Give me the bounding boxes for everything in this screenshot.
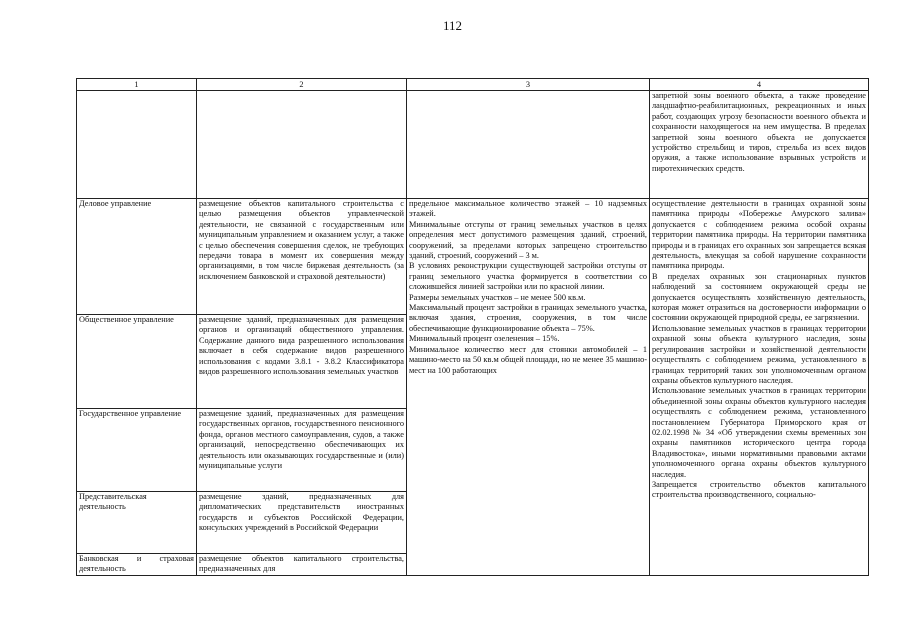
use-description-cell: размещение зданий, предназначенных для размещения государственных органов, государственного пенсионного фонда, органов местного самоуправления, судов, а также организаций, непосредственно обеспечивающих их деятельность или оказывающих государственные и (или) муниципальные услуги [197,409,407,492]
restrictions-cell: осуществление деятельности в границах охранной зоны памятника природы «Побережье Амурского залива» допускается с соблюдением режима особой охраны территории памятника природы. На территории памятника природы и в границах его охранных зон запрещается всякая деятельность, влекущая за собой нарушение сохранности памятника природы. В пределах охранных зон стационарных пунктов наблюдений за состоянием окружающей среды не допускается осуществлять хозяйственную деятельность, которая может отразиться на достоверности информации о состоянии окружающей природной среды, ее загрязнении. Использование земельных участков в границах территории охранной зоны объекта культурного наследия, зоны регулирования застройки и хозяйственной деятельности осуществлять с соблюдением режима, установленного в границах территорий таких зон уполномоченным органом охраны объектов культурного наследия. Использование земельных участков в границах территории объединенной зоны охраны объектов культурного наследия осуществлять с соблюдением режима, установленного постановлением Губернатора Приморского края от 02.02.1998 № 34 «Об утверждении схемы временных зон охраны памятников исторического центра города Владивостока», иными нормативными правовыми актами уполномоченного органа охраны объектов культурного наследия. Запрещается строительство объектов капитального строительства производственного, социально- [650,199,869,576]
zoning-table [76,78,869,576]
column-header: 4 [650,79,869,91]
table-row [77,91,869,199]
use-description-cell: размещение объектов капитального строительства с целью размещения объектов управленческой деятельности, не связанной с государственным или муниципальным управлением и оказанием услуг, а также с целью обеспечения совершения сделок, не требующих передачи товара в момент их совершения между организациями, в том числе биржевая деятельность (за исключением банковской и страховой деятельности) [197,199,407,315]
use-description-cell [197,91,407,199]
table-header-row [77,79,869,91]
restrictions-cell: запретной зоны военного объекта, а также проведение ландшафтно-реабилитационных, рекреационных и иных работ, создающих угрозу безопасности военного объекта и сохранности находящегося на нем имущества. В пределах запретной зоны военного объекта не допускается устройство стрельбищ и тиров, стрельба из всех видов оружия, а также использование взрывных устройств и пиротехнических средств. [650,91,869,199]
use-type-cell [77,91,197,199]
table-row [77,199,869,315]
column-header: 3 [407,79,650,91]
use-description-cell: размещение объектов капитального строительства, предназначенных для [197,554,407,576]
page-number: 112 [442,18,463,33]
use-description-cell: размещение зданий, предназначенных для дипломатических представительств иностранных государств и субъектов Российской Федерации, консульских учреждений в Российской Федерации [197,492,407,554]
parameters-cell: предельное максимальное количество этажей – 10 надземных этажей. Минимальные отступы от границ земельных участков в целях определения мест допустимого размещения зданий, строений, сооружений, за пределами которых запрещено строительство зданий, строений, сооружений – 3 м. В условиях реконструкции существующей застройки отступы от границ земельного участка формируется в соответствии со сложившейся линией застройки или по красной линии. Размеры земельных участков – не менее 500 кв.м. Максимальный процент застройки в границах земельного участка, включая здания, строения, сооружения, в том числе обеспечивающие функционирование объекта – 75%. Минимальный процент озеленения – 15%. Минимальное количество мест для стоянки автомобилей – 1 машино-место на 50 кв.м общей площади, но не менее 35 машино-мест на 100 работающих [407,199,650,576]
use-type-cell: Банковская и страховая деятельность [77,554,197,576]
parameters-cell [407,91,650,199]
use-description-cell: размещение зданий, предназначенных для размещения органов и организаций общественного управления. Содержание данного вида разрешенного использования включает в себя содержание видов разрешенного использования с кодами 3.8.1 - 3.8.2 Классификатора видов разрешенного использования земельных участков [197,315,407,409]
use-type-cell: Общественное управление [77,315,197,409]
use-type-cell: Деловое управление [77,199,197,315]
use-type-cell: Представительская деятельность [77,492,197,554]
use-type-cell: Государственное управление [77,409,197,492]
column-header: 2 [197,79,407,91]
column-header: 1 [77,79,197,91]
